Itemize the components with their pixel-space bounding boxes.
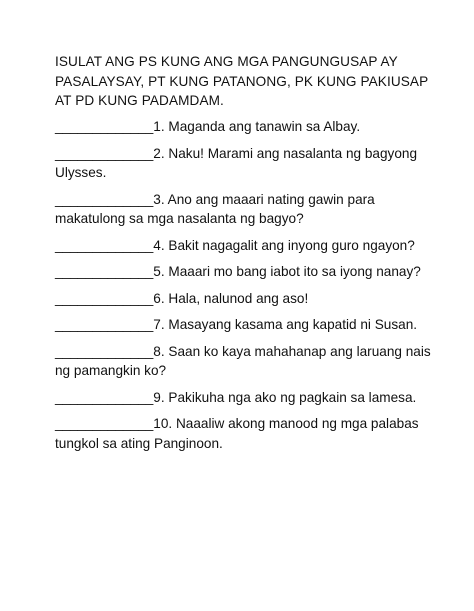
- exercise-text: 9. Pakikuha nga ako ng pagkain sa lamesa.: [153, 389, 417, 405]
- answer-blank: _____________: [55, 237, 154, 253]
- exercise-text: 3. Ano ang maaari nating gawin para makatulong sa mga nasalanta ng bagyo?: [55, 191, 375, 226]
- instructions-heading: ISULAT ANG PS KUNG ANG MGA PANGUNGUSAP AY PASALAYSAY, PT KUNG PATANONG, PK KUNG PAKIUSAP AT PD KUNG PADAMDAM.: [55, 54, 429, 108]
- answer-blank: _____________: [55, 264, 154, 279]
- exercise-text: 4. Bakit nagagalit ang inyong guro ngayon?: [153, 237, 415, 253]
- exercise-item: [55, 144, 435, 183]
- exercise-item: [55, 388, 435, 408]
- exercise-text: 2. Naku! Marami ang nasalanta ng bagyong Ulysses.: [55, 145, 418, 180]
- answer-blank: _____________: [55, 389, 154, 405]
- exercise-text: 7. Masayang kasama ang kapatid ni Susan.: [153, 317, 418, 332]
- exercise-item: [55, 289, 435, 309]
- answer-blank: _____________: [55, 191, 154, 207]
- exercise-item: [55, 315, 435, 335]
- exercise-item: [55, 414, 435, 453]
- exercise-text: 8. Saan ko kaya mahahanap ang laruang nais ng pamangkin ko?: [55, 343, 431, 378]
- exercise-text: 6. Hala, nalunod ang aso!: [153, 290, 309, 306]
- answer-blank: _____________: [55, 416, 154, 431]
- exercise-text: 10. Naaaliw akong manood ng mga palabas tungkol sa ating Panginoon.: [55, 416, 419, 451]
- exercise-item: [55, 262, 435, 282]
- answer-blank: _____________: [55, 343, 154, 359]
- exercise-item: [55, 117, 435, 137]
- exercise-item: [55, 190, 435, 229]
- exercise-list: [55, 117, 435, 460]
- answer-blank: _____________: [55, 145, 154, 161]
- exercise-text: 5. Maaari mo bang iabot ito sa iyong nanay?: [153, 264, 421, 279]
- answer-blank: _____________: [55, 290, 154, 306]
- exercise-text: 1. Maganda ang tanawin sa Albay.: [153, 119, 361, 134]
- answer-blank: _____________: [55, 317, 154, 332]
- exercise-item: [55, 236, 435, 256]
- answer-blank: _____________: [55, 119, 154, 134]
- exercise-item: [55, 342, 435, 381]
